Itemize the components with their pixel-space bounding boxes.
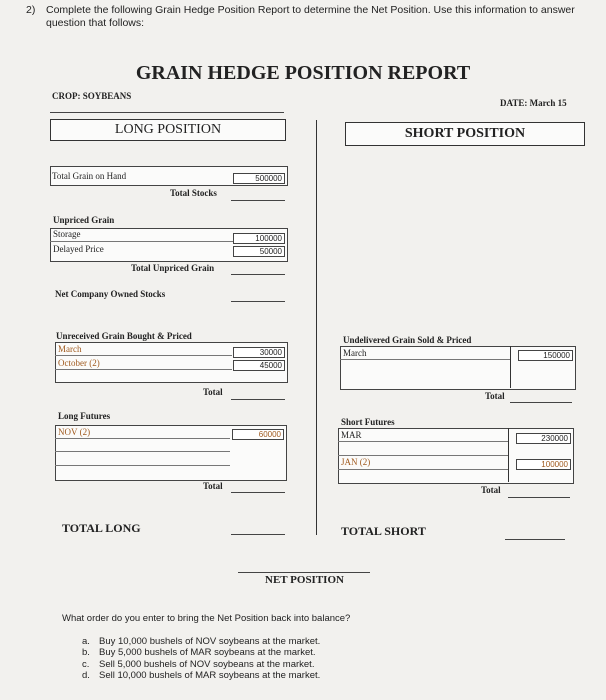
unreceived-total-line bbox=[231, 399, 285, 400]
total-long-line bbox=[231, 534, 285, 535]
unreceived-divider-1 bbox=[55, 355, 232, 356]
long-futures-total-label: Total bbox=[203, 481, 223, 491]
long-header-topline bbox=[50, 112, 284, 113]
long-futures-nov-value: 60000 bbox=[232, 429, 284, 440]
question-number: 2) bbox=[26, 4, 36, 16]
short-futures-label: Short Futures bbox=[341, 417, 395, 427]
unreceived-label: Unreceived Grain Bought & Priced bbox=[56, 331, 192, 341]
net-company-owned-line bbox=[231, 301, 285, 302]
question-text: Complete the following Grain Hedge Position Report to determine the Net Position. Use this information to answer question that follows: bbox=[46, 4, 575, 29]
undelivered-march-label: March bbox=[343, 348, 367, 358]
total-stocks-line bbox=[231, 200, 285, 201]
unreceived-divider-2 bbox=[55, 369, 232, 370]
option-a[interactable]: Buy 10,000 bushels of NOV soybeans at the market. bbox=[99, 636, 321, 647]
undelivered-divider bbox=[340, 359, 511, 360]
crop-label: CROP: SOYBEANS bbox=[52, 91, 132, 101]
long-futures-total-line bbox=[231, 492, 285, 493]
mcq-prompt: What order do you enter to bring the Net Position back into balance? bbox=[62, 613, 351, 624]
option-a-letter: a. bbox=[82, 636, 90, 647]
option-d[interactable]: Sell 10,000 bushels of MAR soybeans at the market. bbox=[99, 670, 321, 681]
option-d-letter: d. bbox=[82, 670, 90, 681]
total-short-line bbox=[505, 539, 565, 540]
unpriced-grain-label: Unpriced Grain bbox=[53, 215, 115, 225]
date-label: DATE: March 15 bbox=[500, 98, 567, 108]
undelivered-march-value: 150000 bbox=[518, 350, 573, 361]
long-futures-divider-1 bbox=[55, 438, 230, 439]
long-futures-divider-3 bbox=[55, 465, 230, 466]
short-futures-mar-label: MAR bbox=[341, 430, 362, 440]
short-futures-col-divider bbox=[508, 428, 509, 482]
short-futures-total-line bbox=[508, 497, 570, 498]
option-c[interactable]: Sell 5,000 bushels of NOV soybeans at the market. bbox=[99, 659, 315, 670]
storage-value: 100000 bbox=[233, 233, 285, 244]
undelivered-total-line bbox=[510, 402, 572, 403]
long-futures-label: Long Futures bbox=[58, 411, 111, 421]
total-unpriced-label: Total Unpriced Grain bbox=[131, 263, 215, 273]
short-futures-mar-value: 230000 bbox=[516, 433, 571, 444]
total-short-label: TOTAL SHORT bbox=[341, 524, 426, 538]
short-futures-total-label: Total bbox=[481, 485, 501, 495]
short-futures-divider-1 bbox=[338, 441, 508, 442]
total-stocks-label: Total Stocks bbox=[170, 188, 217, 198]
short-futures-divider-3 bbox=[338, 469, 508, 470]
unreceived-march-label: March bbox=[58, 344, 82, 354]
undelivered-total-label: Total bbox=[485, 391, 505, 401]
net-position-line bbox=[238, 572, 370, 573]
option-c-letter: c. bbox=[82, 659, 90, 670]
long-futures-divider-2 bbox=[55, 451, 230, 452]
delayed-price-value: 50000 bbox=[233, 246, 285, 257]
unreceived-october-label: October (2) bbox=[58, 358, 100, 368]
short-futures-divider-2 bbox=[338, 455, 508, 456]
grain-on-hand-value: 500000 bbox=[233, 173, 285, 184]
net-position-label: NET POSITION bbox=[265, 574, 344, 586]
net-company-owned-label: Net Company Owned Stocks bbox=[55, 289, 166, 299]
option-b-letter: b. bbox=[82, 647, 90, 658]
storage-label: Storage bbox=[53, 229, 81, 239]
undelivered-col-divider bbox=[510, 346, 511, 388]
total-long-label: TOTAL LONG bbox=[62, 521, 141, 535]
undelivered-label: Undelivered Grain Sold & Priced bbox=[343, 335, 472, 345]
report-title: GRAIN HEDGE POSITION REPORT bbox=[135, 62, 471, 84]
total-unpriced-line bbox=[231, 274, 285, 275]
grain-on-hand-label: Total Grain on Hand bbox=[52, 171, 127, 181]
short-position-header: SHORT POSITION bbox=[345, 122, 585, 146]
unreceived-march-value: 30000 bbox=[233, 347, 285, 358]
delayed-price-label: Delayed Price bbox=[53, 244, 104, 254]
unreceived-total-label: Total bbox=[203, 387, 223, 397]
short-futures-jan-value: 100000 bbox=[516, 459, 571, 470]
unreceived-october-value: 45000 bbox=[233, 360, 285, 371]
unpriced-row-divider bbox=[50, 241, 233, 242]
option-b[interactable]: Buy 5,000 bushels of MAR soybeans at the market. bbox=[99, 647, 316, 658]
long-futures-nov-label: NOV (2) bbox=[58, 427, 91, 437]
center-divider bbox=[316, 120, 317, 535]
short-futures-jan-label: JAN (2) bbox=[341, 457, 371, 467]
long-position-header: LONG POSITION bbox=[50, 119, 286, 141]
